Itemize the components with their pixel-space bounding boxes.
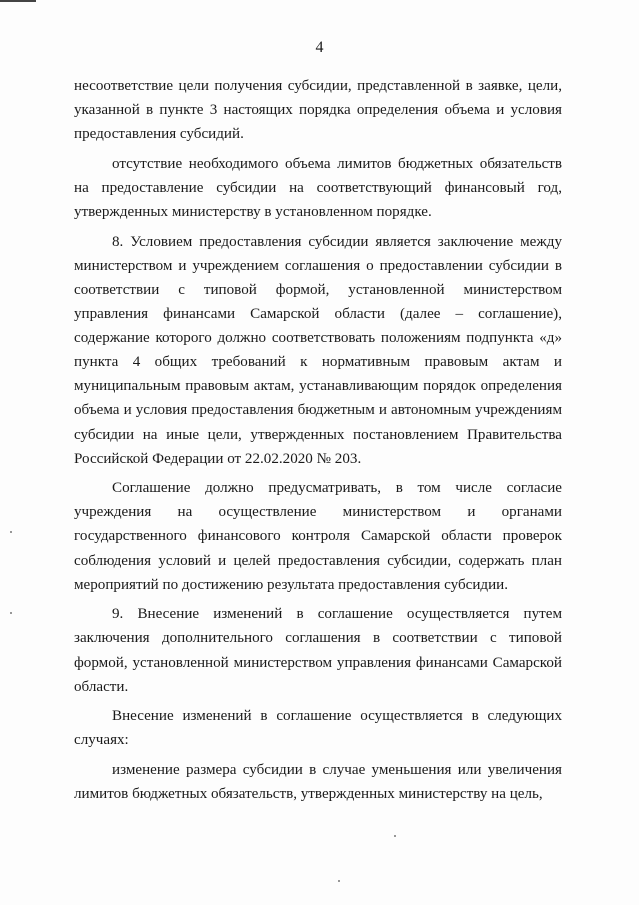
paragraph-insufficient-limits: отсутствие необходимого объема лимитов бюджетных обязательств на предоставление субсидии на соответствующий финансовый год, утвержденных министерству в установленном порядке. (74, 155, 562, 221)
document-body (74, 74, 562, 812)
paragraph-item-8: 8. Условием предоставления субсидии является заключение между министерством и учреждением соглашения о предоставлении субсидии в соответствии с типовой формой, установленной министерством управления финансами Самарской области (далее – соглашение), содержание которого должно соответствовать положениям подпункта «д» пункта 4 общих требований к нормативным правовым актам и муниципальным правовым актам, устанавливающим порядок определения объема и условия предоставления бюджетным и автономным учреждениям субсидии на иные цели, утвержденных постановлением Правительства Российской Федерации от 22.02.2020 № 203. (74, 233, 562, 467)
scan-speck (394, 835, 396, 837)
paragraph-mismatch-purpose: несоответствие цели получения субсидии, представленной в заявке, цели, указанной в пункте 3 настоящих порядка определения объема и условия предоставления субсидий. (74, 78, 562, 143)
scan-edge-mark (0, 0, 36, 2)
page-number: 4 (315, 39, 324, 56)
paragraph-change-cases: Внесение изменений в соглашение осуществляется в следующих случаях: (74, 708, 562, 749)
scan-speck (10, 612, 12, 614)
scan-speck (10, 531, 12, 533)
scan-speck (338, 880, 340, 882)
paragraph-subsidy-size-change: изменение размера субсидии в случае уменьшения или увеличения лимитов бюджетных обязательств, утвержденных министерству на цель, (74, 762, 562, 803)
paragraph-agreement-provisions: Соглашение должно предусматривать, в том числе согласие учреждения на осуществление министерством и органами государственного финансового контроля Самарской области проверок соблюдения условий и целей предоставления субсидии, содержать план мероприятий по достижению результата предоставления субсидии. (74, 480, 562, 593)
paragraph-item-9: 9. Внесение изменений в соглашение осуществляется путем заключения дополнительного соглашения в соответствии с типовой формой, установленной министерством управления финансами Самарской области. (74, 606, 562, 695)
